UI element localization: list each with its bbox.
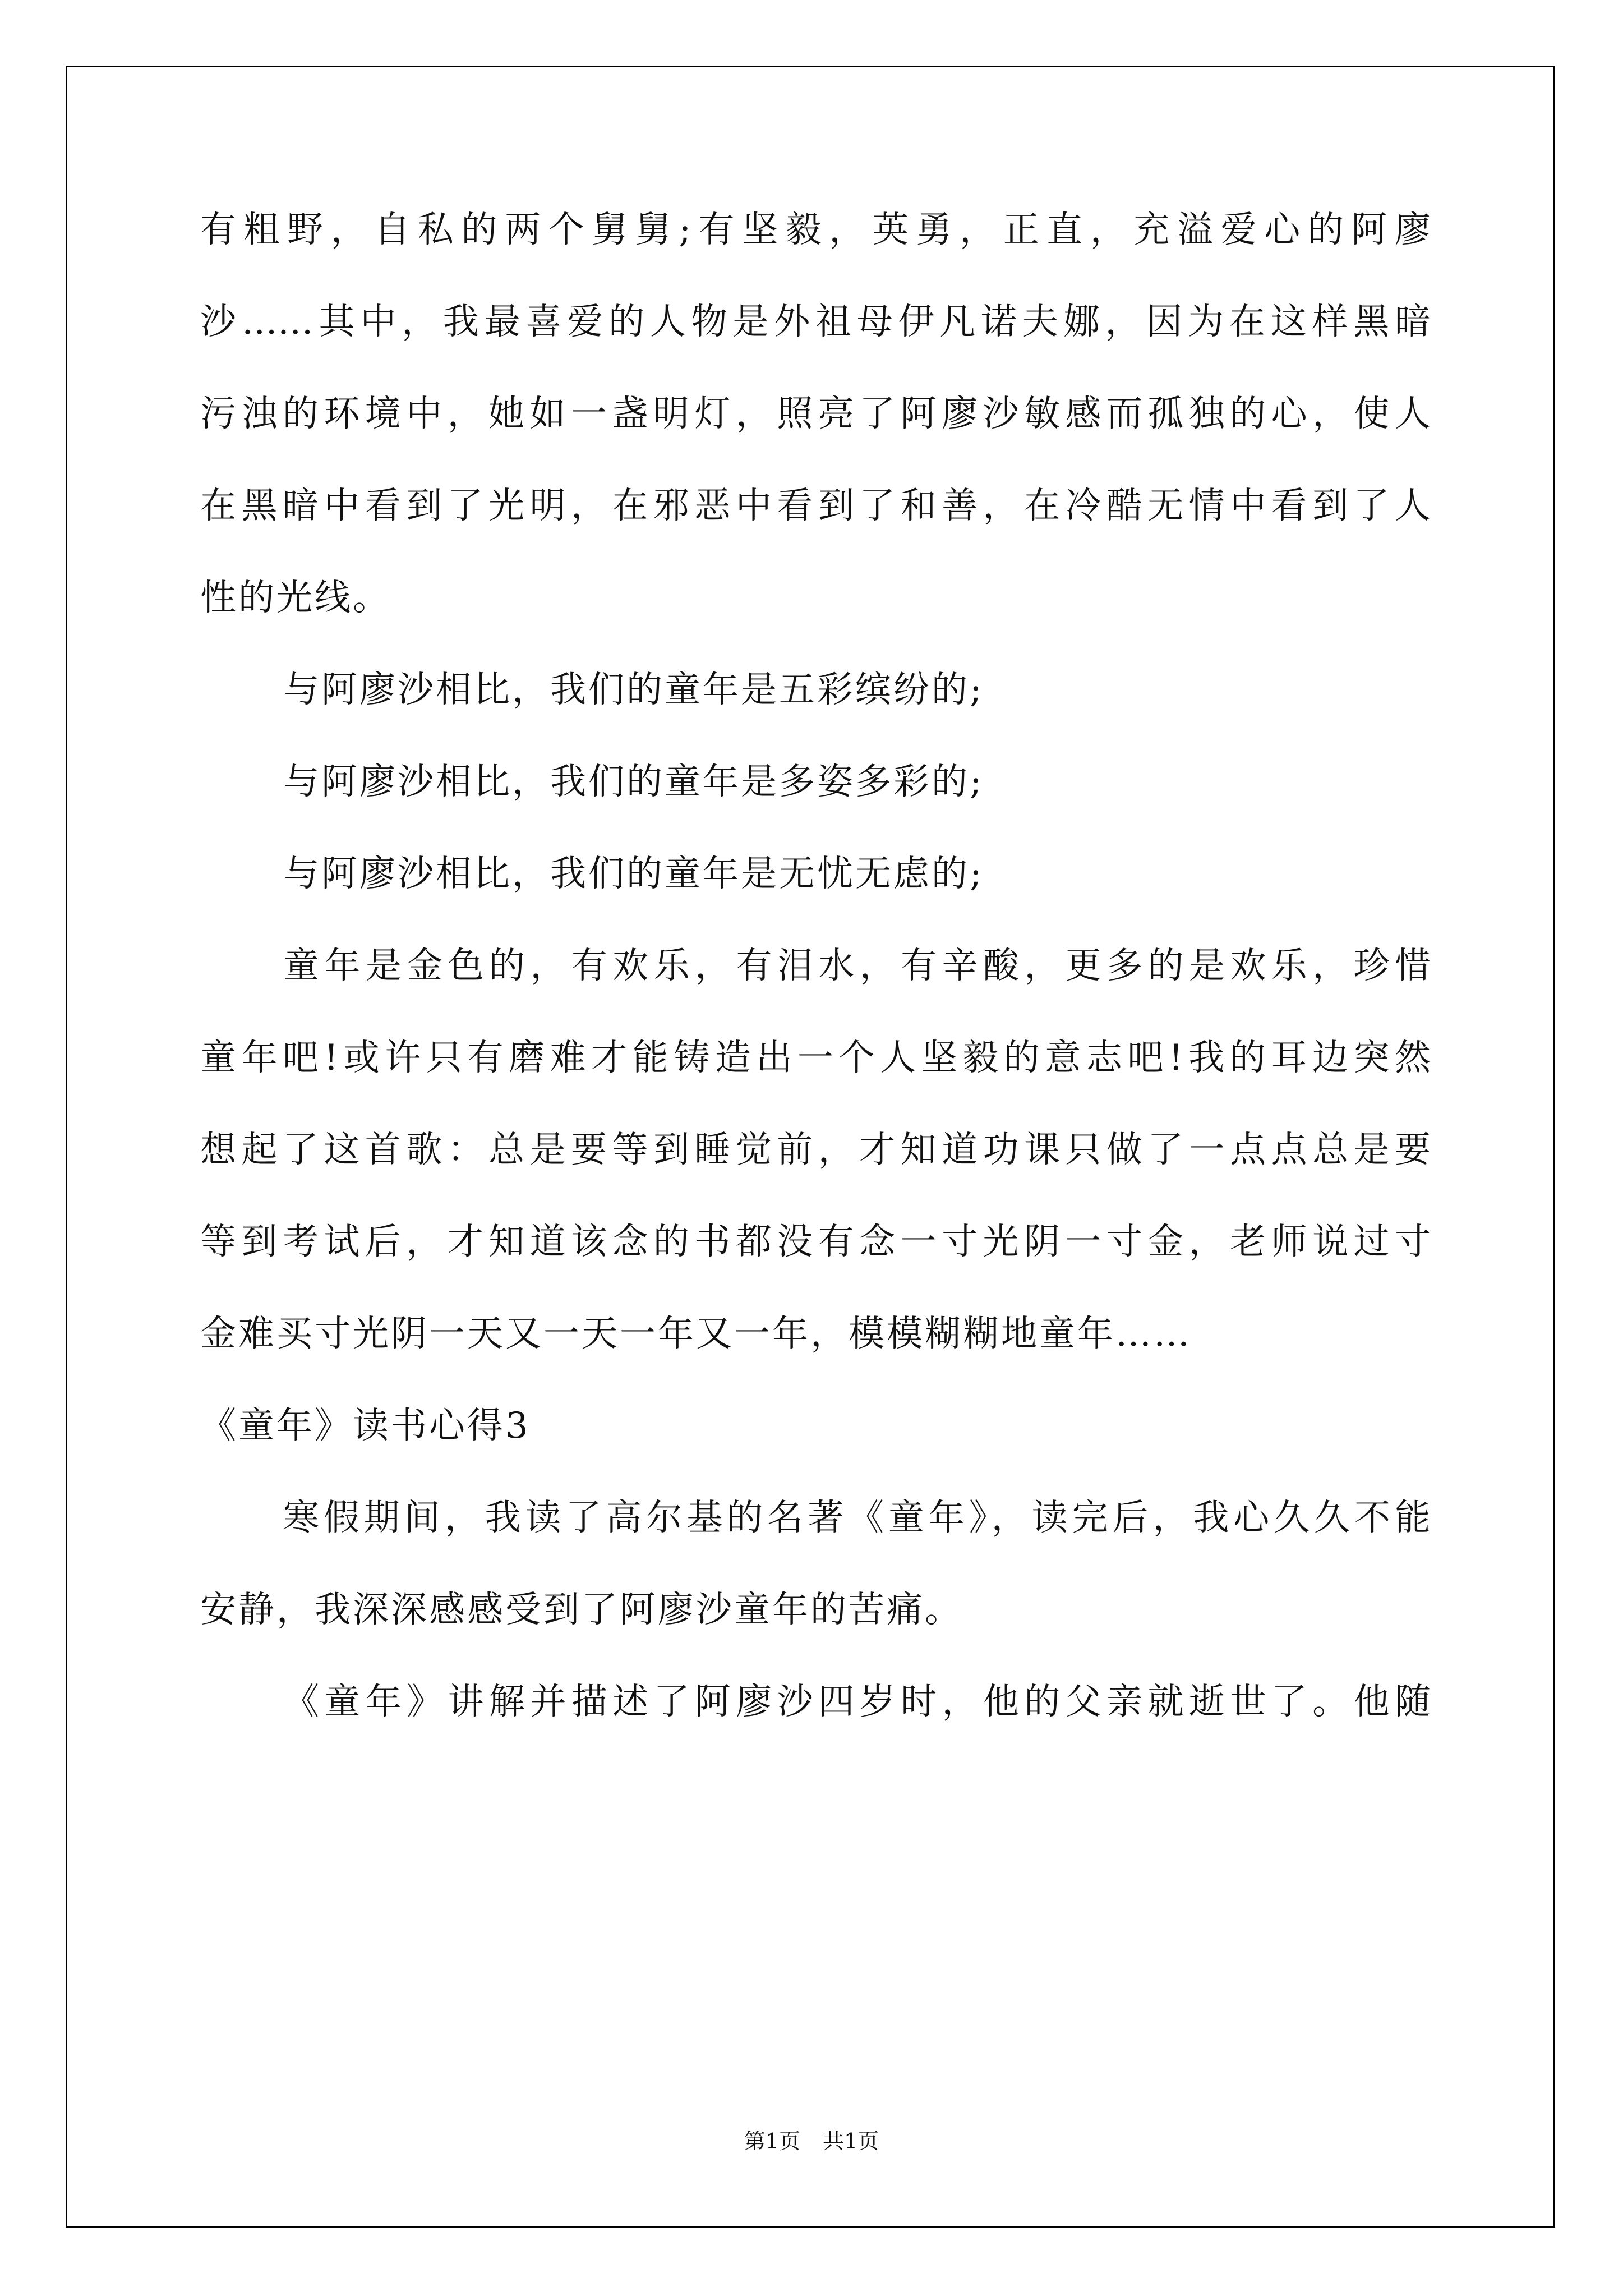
text-line: 性的光线。: [200, 577, 391, 619]
text-line: 想起了这首歌：总是要等到睡觉前，才知道功课只做了一点点总是要: [200, 1129, 1431, 1171]
text-line: 寒假期间，我读了高尔基的名著《童年》，读完后，我心久久不能: [283, 1497, 1431, 1539]
text-line: 在黑暗中看到了光明，在邪恶中看到了和善，在冷酷无情中看到了人: [200, 485, 1431, 527]
text-line: 污浊的环境中，她如一盏明灯，照亮了阿廖沙敏感而孤独的心，使人: [200, 393, 1431, 435]
text-line: 沙……其中，我最喜爱的人物是外祖母伊凡诺夫娜，因为在这样黑暗: [200, 301, 1431, 343]
text-line: 有粗野，自私的两个舅舅;有坚毅，英勇，正直，充溢爱心的阿廖: [200, 209, 1431, 251]
text-line: 等到考试后，才知道该念的书都没有念一寸光阴一寸金，老师说过寸: [200, 1221, 1431, 1263]
page-total: 共1页: [823, 2129, 879, 2154]
text-line: 《童年》讲解并描述了阿廖沙四岁时，他的父亲就逝世了。他随: [283, 1681, 1431, 1723]
section-heading: 《童年》读书心得3: [200, 1405, 531, 1447]
text-line: 童年是金色的，有欢乐，有泪水，有辛酸，更多的是欢乐，珍惜: [283, 945, 1431, 987]
page-footer: [0, 2130, 1623, 2152]
page-number: 第1页: [744, 2129, 800, 2154]
text-line: 与阿廖沙相比，我们的童年是无忧无虑的;: [283, 853, 984, 895]
text-line: 安静，我深深感感受到了阿廖沙童年的苦痛。: [200, 1589, 963, 1631]
document-body: [200, 209, 1431, 1776]
text-line: 与阿廖沙相比，我们的童年是五彩缤纷的;: [283, 669, 984, 711]
text-line: 童年吧!或许只有磨难才能铸造出一个人坚毅的意志吧!我的耳边突然: [200, 1037, 1431, 1079]
text-line: 金难买寸光阴一天又一天一年又一年，模模糊糊地童年……: [200, 1313, 1192, 1355]
text-line: 与阿廖沙相比，我们的童年是多姿多彩的;: [283, 761, 984, 803]
